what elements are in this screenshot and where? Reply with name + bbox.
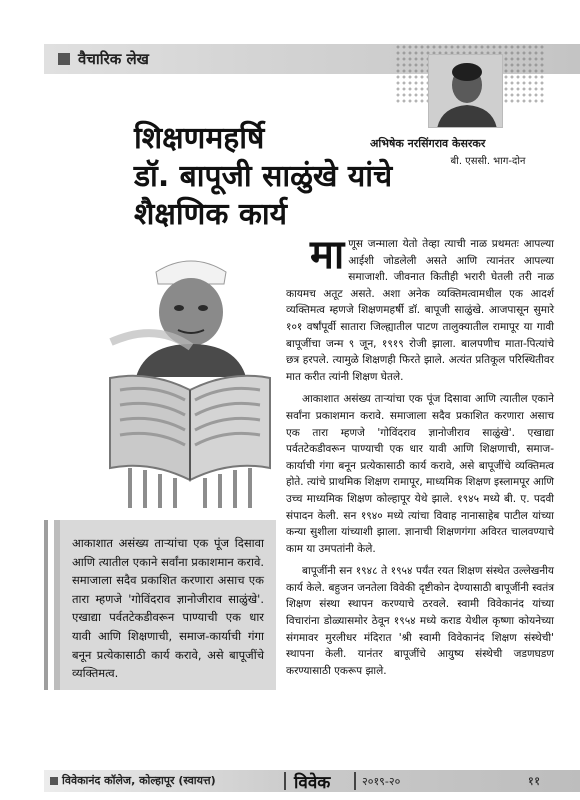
drop-cap: मा bbox=[310, 232, 345, 278]
bullet-square-icon bbox=[58, 53, 70, 65]
article-title bbox=[134, 120, 393, 234]
pull-quote-box bbox=[54, 520, 276, 690]
footer-divider-left bbox=[284, 772, 286, 790]
footer-college-name: विवेकानंद कॉलेज, कोल्हापूर (स्वायत्त) bbox=[62, 774, 216, 787]
article-paragraph-3: बापूजींनी सन १९४८ ते १९५४ पर्यंत रयत शिक्षण संस्थेत उल्लेखनीय कार्य केले. बहुजन जनतेला विवेकी दृष्टीकोन देण्यासाठी बापूजींनी स्वतंत्र शिक्षण संस्था स्थापन करण्याचे ठरवले. स्वामी विवेकानंद यांच्या विचारांना डोळ्यासमोर ठेवून १९५४ मध्ये कराड येथील कृष्णा कोयनेच्या संगमावर मुरलीधर मंदिरात 'श्री स्वामी विवेकानंद शिक्षण संस्थेची' स्थापना केली. यानंतर बापूजींचे आयुष्य संस्थेची जडणघडण करण्यासाठी एकरूप झाले. bbox=[286, 565, 554, 677]
author-class: बी. एससी. भाग-दोन bbox=[450, 156, 526, 167]
article-body bbox=[286, 232, 554, 685]
footer-year: २०१९-२० bbox=[362, 775, 401, 788]
article-paragraph-1 bbox=[286, 232, 554, 385]
paragraph-1-text: णूस जन्माला येतो तेव्हा त्याची नाळ प्रथमतः आपल्या आईशी जोडलेली असते आणि त्यानंतर आपल्या समाजाशी. जीवनात कितीही भरारी घेतली तरी नाळ कायमच अतूट असते. अशा अनेक व्यक्तिमत्वामधील एक आदर्श व्यक्तिमत्व म्हणजे शिक्षणमहर्षी डॉ. बापूजी साळुंखे. आजपासून सुमारे १०१ वर्षांपूर्वी सातारा जिल्ह्यातील पाटण तालुक्यातील रामापूर या गावी बापूजींचा जन्म ९ जून, १९१९ रोजी झाला. बालपणीच माता-पित्यांचे छत्र हरपले. त्यामुळे शिक्षणही फिरते झाले. अत्यंत प्रतिकूल परिस्थितीवर मात करीत त्यांनी शिक्षण घेतले. bbox=[286, 238, 554, 383]
article-paragraph-2: आकाशात असंख्य ताऱ्यांचा एक पूंज दिसावा आणि त्यातील एकाने सर्वांना प्रकाशमान करावे. समाजाला सदैव प्रकाशित करणारा असाच एक तारा म्हणजे 'गोविंदराव ज्ञानोजीराव साळुंखे'. एखाद्या पर्वतटेकडीवरून पाण्याची एक धार यावी आणि शिक्षणाची, समाज-कार्याची गंगा बनून प्रत्येकासाठी कार्य करावे, असे बापूजींचे व्यक्तिमत्व होते. त्यांचे प्राथमिक शिक्षण रामापूर, माध्यमिक शिक्षण इस्लामपूर आणि उच्च माध्यमिक शिक्षण कोल्हापूर येथे झाले. १९४५ मध्ये बी. ए. पदवी संपादन केली. सन १९४० मध्ये त्यांचा विवाह नानासाहेब पाटील यांच्या कन्या सुशीला यांच्याशी झाला. ज्ञानाची शिक्षणगंगा अविरत चालवण्याचे काम या उमपतांनी केले. bbox=[286, 393, 554, 555]
title-line-2: डॉ. बापूजी साळुंखे यांचे bbox=[134, 159, 393, 194]
author-name: अभिषेक नरसिंगराव केसरकर bbox=[370, 137, 486, 150]
footer-bullet-icon bbox=[50, 777, 58, 785]
footer-divider-right bbox=[354, 772, 356, 790]
title-line-3: शैक्षणिक कार्य bbox=[134, 197, 288, 232]
quote-side-stripe bbox=[44, 520, 48, 690]
page-footer bbox=[44, 770, 580, 792]
author-photo bbox=[428, 54, 503, 128]
section-label: वैचारिक लेख bbox=[78, 50, 149, 68]
footer-magazine-name: विवेक bbox=[294, 773, 331, 793]
page-number: ११ bbox=[527, 774, 541, 788]
open-book-illustration bbox=[90, 350, 290, 510]
title-line-1: शिक्षणमहर्षि bbox=[134, 121, 265, 156]
pull-quote-text: आकाशात असंख्य ताऱ्यांचा एक पूंज दिसावा आणि त्यातील एकाने सर्वांना प्रकाशमान करावे. समाजाला सदैव प्रकाशित करणारा असाच एक तारा म्हणजे 'गोविंदराव ज्ञानोजीराव साळुंखे'. एखाद्या पर्वतटेकडीवरून पाण्याची एक धार यावी आणि शिक्षणाची, समाज-कार्याची गंगा बनून प्रत्येकासाठी कार्य करावे, असे बापूजींचे व्यक्तिमत्व. bbox=[72, 536, 264, 681]
